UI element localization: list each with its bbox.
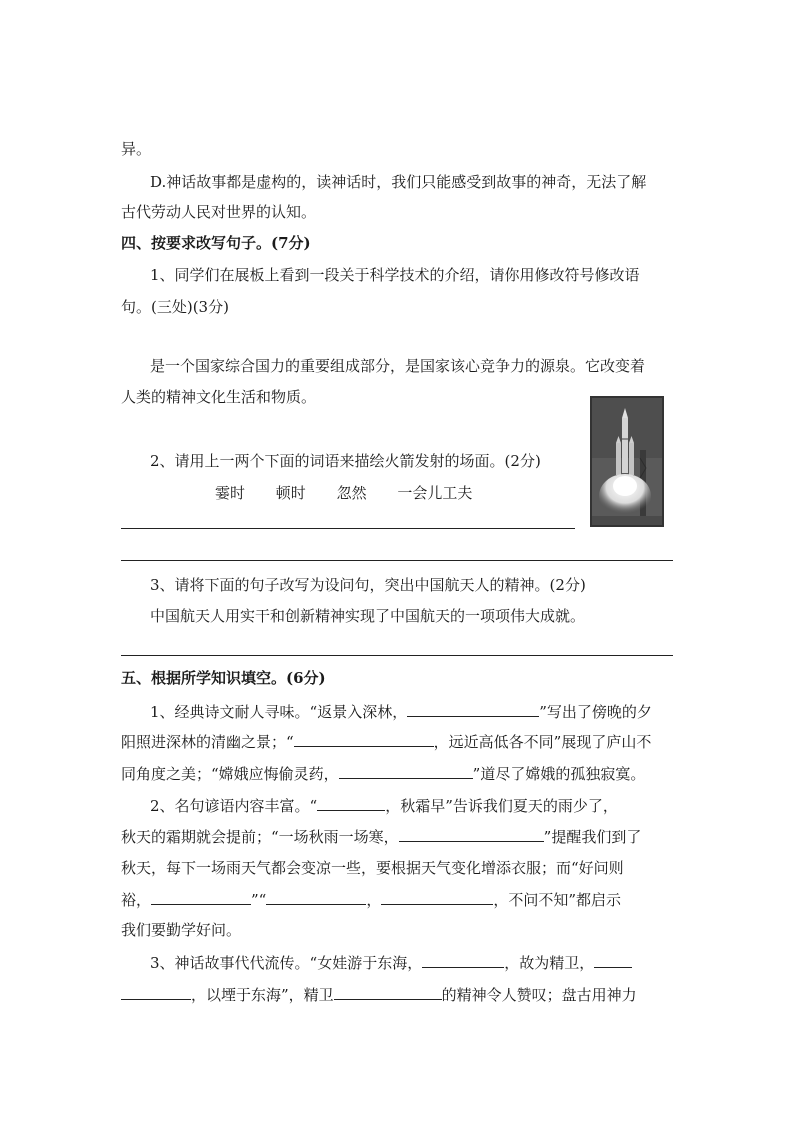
text: 裕， [121, 891, 152, 909]
fill-blank[interactable] [317, 795, 385, 811]
word-option: 忽然 [336, 484, 367, 502]
section5-heading: 五、根据所学知识填空。(6分) [121, 669, 326, 687]
s4-q1-line1: 1、同学们在展板上看到一段关于科学技术的介绍，请你用修改符号修改语 [150, 266, 640, 284]
s4-q3-sentence: 中国航天人用实干和创新精神实现了中国航天的一项项伟大成就。 [150, 607, 586, 625]
s5-q3-line2 [121, 984, 637, 1005]
fill-blank[interactable] [594, 952, 632, 968]
fill-blank[interactable] [407, 701, 539, 717]
s5-q1-line1 [150, 701, 652, 722]
text: 3、神话故事代代流传。“女娃游于东海， [150, 954, 423, 972]
option-c-tail: 异。 [121, 140, 152, 158]
text: ”写出了傍晚的夕 [539, 703, 652, 721]
option-d-line2: 古代劳动人民对世界的认知。 [121, 203, 317, 221]
section4-heading: 四、按要求改写句子。(7分) [121, 234, 311, 252]
text: 秋天的霜期就会提前；“一场秋雨一场寒， [121, 828, 399, 846]
fill-blank[interactable] [266, 889, 366, 905]
text: ”“ [251, 891, 267, 909]
text: ，故为精卫， [504, 954, 595, 972]
s4-q2-word-list [215, 483, 498, 503]
text: 2、名句谚语内容丰富。“ [150, 797, 318, 815]
text: ， [366, 891, 382, 909]
s5-q2-line2 [121, 826, 641, 847]
answer-line[interactable] [121, 560, 673, 561]
s4-q2-prompt: 2、请用上一两个下面的词语来描绘火箭发射的场面。(2分) [150, 452, 541, 470]
text: ，不问不知”都启示 [493, 891, 622, 909]
rocket-launch-photo [590, 396, 664, 527]
s5-q1-line3 [121, 763, 645, 784]
s5-q3-line1 [150, 952, 632, 973]
fill-blank[interactable] [294, 731, 434, 747]
fill-blank[interactable] [334, 984, 442, 1000]
text: 1、经典诗文耐人寻味。“返景入深林， [150, 703, 408, 721]
word-option: 霎时 [215, 484, 246, 502]
answer-line[interactable] [121, 655, 673, 656]
fill-blank[interactable] [121, 984, 191, 1000]
s5-q2-line5: 我们要勤学好问。 [121, 921, 242, 939]
word-option: 一会儿工夫 [397, 484, 473, 502]
fill-blank[interactable] [422, 952, 504, 968]
text: ，以堙于东海”，精卫 [191, 986, 334, 1004]
s5-q1-line2 [121, 731, 651, 752]
fill-blank[interactable] [381, 889, 493, 905]
option-d-line1: D.神话故事都是虚构的，读神话时，我们只能感受到故事的神奇，无法了解 [150, 173, 647, 191]
s4-q3-prompt: 3、请将下面的句子改写为设问句，突出中国航天人的精神。(2分) [150, 576, 586, 594]
fill-blank[interactable] [151, 889, 251, 905]
fill-blank[interactable] [399, 826, 544, 842]
text: ，远近高低各不同”展现了庐山不 [433, 733, 652, 751]
text: 的精神令人赞叹；盘古用神力 [441, 986, 637, 1004]
s4-q1-text-line1: 是一个国家综合国力的重要组成部分，是国家该心竞争力的源泉。它改变着 [150, 357, 646, 375]
s5-q2-line1 [150, 795, 618, 816]
answer-line[interactable] [121, 528, 575, 529]
s5-q2-line4 [121, 889, 621, 910]
text: ，秋霜早”告诉我们夏天的雨少了， [385, 797, 618, 815]
text: ”道尽了嫦娥的孤独寂寞。 [472, 765, 646, 783]
s5-q2-line3: 秋天，每下一场雨天气都会变凉一些，要根据天气变化增添衣服；而“好问则 [121, 859, 624, 877]
word-option: 顿时 [275, 484, 306, 502]
text: 阳照进深林的清幽之景；“ [121, 733, 294, 751]
text: 同角度之美；“嫦娥应悔偷灵药， [121, 765, 339, 783]
s4-q1-text-line2: 人类的精神文化生活和物质。 [121, 388, 317, 406]
fill-blank[interactable] [339, 763, 473, 779]
rocket-icon [592, 398, 662, 525]
text: ”提醒我们到了 [543, 828, 642, 846]
s4-q1-line2: 句。(三处)(3分) [121, 298, 229, 316]
